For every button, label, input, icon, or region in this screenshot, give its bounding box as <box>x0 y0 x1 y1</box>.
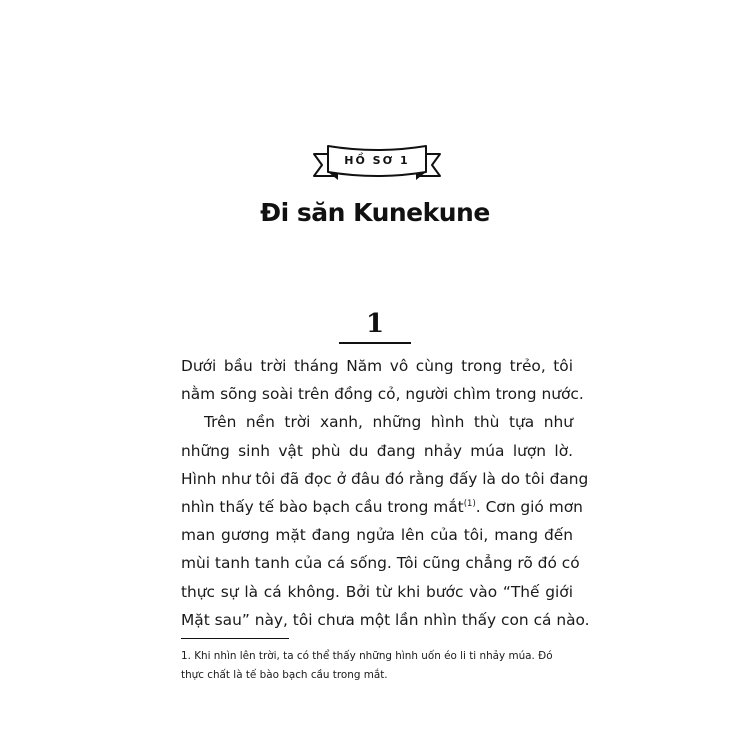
body-line: những sinh vật phù du đang nhảy múa lượn lờ. <box>181 441 573 460</box>
body-line-text: . Cơn gió mơn <box>475 498 583 517</box>
body-line: mùi tanh tanh của cá sống. Tôi cũng chẳng rõ đó có <box>181 554 580 573</box>
footnote-line: thực chất là tế bào bạch cầu trong mắt. <box>181 669 388 681</box>
chapter-ribbon-banner <box>312 138 442 194</box>
chapter-title: Đi săn Kunekune <box>260 198 490 227</box>
body-line: thực sự là cá không. Bởi từ khi bước vào “Thế giới <box>181 582 573 601</box>
footnote-divider <box>181 638 289 639</box>
footnote-reference[interactable]: (1) <box>463 498 476 509</box>
body-line: Dưới bầu trời tháng Năm vô cùng trong trẻo, tôi <box>181 357 573 375</box>
section-underline <box>339 342 411 344</box>
body-line: Mặt sau” này, tôi chưa một lần nhìn thấy con cá nào. <box>181 610 590 629</box>
body-line: nằm sõng soài trên đồng cỏ, người chìm trong nước. <box>181 385 584 404</box>
body-line: Hình như tôi đã đọc ở đâu đó rằng đấy là do tôi đang <box>181 469 589 488</box>
body-line: Trên nền trời xanh, những hình thù tựa như <box>204 413 573 432</box>
footnote-line: 1. Khi nhìn lên trời, ta có thể thấy những hình uốn éo li ti nhảy múa. Đó <box>181 650 553 662</box>
body-line-text: nhìn thấy tế bào bạch cầu trong mắt <box>181 498 464 517</box>
body-line: man gương mặt đang ngửa lên của tôi, mang đến <box>181 526 573 545</box>
chapter-label: HỒ SƠ 1 <box>344 154 410 167</box>
section-number: 1 <box>365 309 385 339</box>
footnote <box>181 647 573 685</box>
body-line-with-footnote <box>181 493 583 521</box>
body-paragraphs <box>181 352 590 634</box>
